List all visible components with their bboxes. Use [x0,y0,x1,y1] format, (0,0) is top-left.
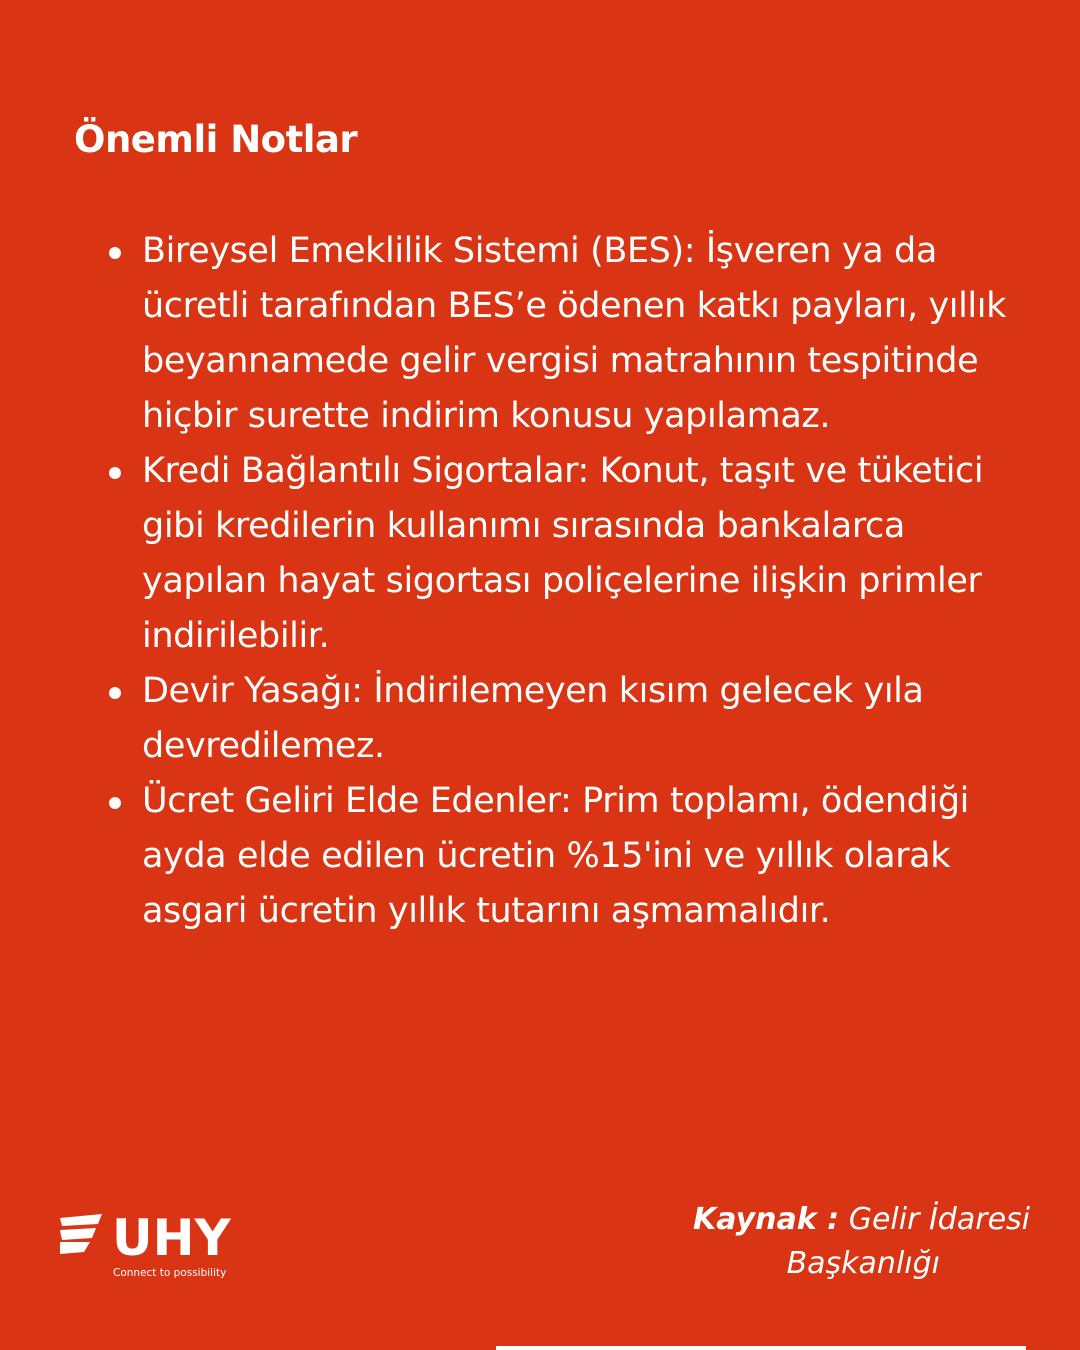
uhy-logo-mark [58,1208,258,1280]
source-label: Kaynak : [693,1202,840,1237]
note-item: Bireysel Emeklilik Sistemi (BES): İşveren ya da ücretli tarafından BES’e ödenen katkı payları, yıllık beyannamede gelir vergisi matrahının tespitinde hiçbir surette indirim konusu yapılamaz. [142,224,1022,444]
source-value-line2: Başkanlığı [786,1246,940,1281]
logo-wordmark: UHY [112,1209,231,1267]
logo-swoosh-icon [60,1214,102,1254]
uhy-logo [58,1208,258,1280]
bottom-divider [496,1346,1026,1350]
logo-tagline: Connect to possibility [113,1267,227,1279]
source-credit [640,1198,1030,1286]
source-value-line1: Gelir İdaresi [848,1202,1030,1237]
page-title: Önemli Notlar [74,118,358,161]
note-item: Ücret Geliri Elde Edenler: Prim toplamı, ödendiği ayda elde edilen ücretin %15'ini ve yıllık olarak asgari ücretin yıllık tutarını aşmamalıdır. [142,774,1022,939]
note-item: Devir Yasağı: İndirilemeyen kısım gelecek yıla devredilemez. [142,664,1022,774]
notes-list [142,224,1022,939]
note-item: Kredi Bağlantılı Sigortalar: Konut, taşıt ve tüketici gibi kredilerin kullanımı sırasında bankalarca yapılan hayat sigortası poliçelerine ilişkin primler indirilebilir. [142,444,1022,664]
